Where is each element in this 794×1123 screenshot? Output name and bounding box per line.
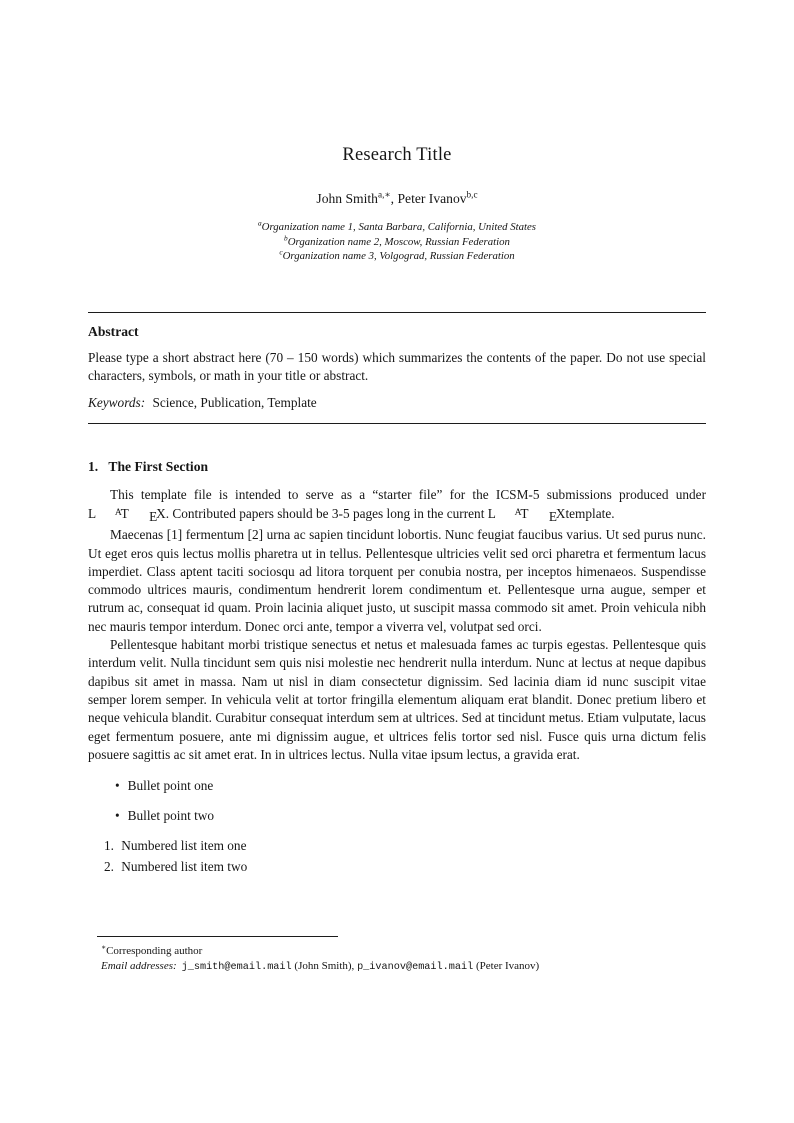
author-second-affiliation-marks: b,c [466,189,478,200]
list-item [115,807,706,825]
email-john-smith: j_smith@email.mail [181,961,292,973]
numbered-text: Numbered list item two [121,858,248,874]
author-second [397,191,477,206]
abstract-heading: Abstract [88,323,139,339]
section-heading [88,459,706,475]
paper-title: Research Title [342,145,452,165]
paragraph-1-text-a: This template file is intended to serve as a “starter file” for the ICSM-5 submissions produced under [110,486,706,502]
author-second-name: Peter Ivanov [397,191,467,206]
section-number: 1. [88,458,99,474]
corresponding-author-text: Corresponding author [106,945,203,957]
section-title: The First Section [108,458,209,474]
abstract-top-rule [88,312,706,313]
paragraph-1 [88,486,706,527]
affiliation-a [88,220,706,235]
email-addresses-note [88,959,706,976]
footnote-area [88,936,706,976]
affiliations-block [88,220,706,264]
email-peter-ivanov-owner: (Peter Ivanov) [473,959,540,972]
affiliation-c-text: Organization name 3, Volgograd, Russian Federation [282,250,515,263]
bullet-text: Bullet point two [127,807,215,823]
affiliation-b-mark: b [284,233,288,242]
authors-separator: , [390,191,398,206]
affiliation-b-text: Organization name 2, Moscow, Russian Federation [287,235,510,248]
author-first [316,191,390,206]
bullet-icon: • [115,778,120,794]
paragraph-2: Maecenas [1] fermentum [2] urna ac sapien tincidunt lobortis. Nunc feugiat faucibus varius. Ut sed purus nunc. Ut eget eros quis lectus mollis pharetra ut in tellus. Pellentesque ultricies velit sed orci pharetra et fermentum lacus imperdiet. Class aptent taciti sociosqu ad litora torquent per conubia nostra, per inceptos himenaeos. Suspendisse commodo ultrices mauris, condimentum hendrerit lorem condimentum et. Pellentesque urna augue, semper et rutrum ac, consequat id quam. Proin lacinia aliquet justo, ut suscipit massa commodo sit amet. Proin vehicula nibh nec mauris tempor interdum. Donec orci ante, tempor a viverra vel, volutpat sed orci. [88,527,706,634]
list-item [104,837,706,855]
bullet-list [88,777,706,825]
corresponding-author-note [88,944,706,959]
author-first-affiliation-marks: a,∗ [377,189,391,200]
footnote-asterisk: ∗ [101,942,107,952]
keywords-line [88,394,706,412]
abstract-section [88,312,706,424]
keywords-label: Keywords: [88,395,146,411]
paragraph-1-text-c: template. [565,506,615,522]
abstract-bottom-rule [88,423,706,424]
list-item [104,858,706,876]
affiliation-a-text: Organization name 1, Santa Barbara, California, United States [261,221,536,233]
affiliation-b [88,235,706,250]
footnote-rule [97,936,338,937]
affiliation-a-mark: a [258,218,262,228]
paragraph-3: Pellentesque habitant morbi tristique senectus et netus et malesuada fames ac turpis egestas. Pellentesque quis interdum velit. Nulla tincidunt sem quis nisi molestie nec hendrerit nulla interdum. Nunc at lectus at neque dapibus dapibus sit amet in massa. Nam ut nisl in diam consectetur dignissim. Sed lacinia diam id nunc suscipit vitae semper lorem semper. In vehicula velit at tortor fringilla elementum aliquam erat blandit. Donec pretium libero et neque vehicula blandit. Curabitur consequat interdum sem at ultrices. Sed at tincidunt metus. Etiam vulputate, lacus eget fermentum posuere, ante mi dignissim augue, et ultrices felis tortor sed nisl. Fusce quis urna dictum felis posuere sagittis ac sit amet erat. In in ultrices lectus. Nulla vitae ipsum lectus, a gravida erat. [88,637,706,762]
latex-logo: L AT EX [88,506,166,524]
bullet-text: Bullet point one [127,778,214,794]
abstract-text: Please type a short abstract here (70 – 150 words) which summarizes the contents of the paper. Do not use special characters, symbols, or math in your title or abstract. [88,349,706,384]
affiliation-c [88,249,706,264]
bullet-icon: • [115,807,120,823]
list-number: 2. [104,858,114,874]
latex-logo: L AT EX [487,506,566,524]
author-first-name: John Smith [316,191,378,206]
list-number: 1. [104,838,114,854]
list-item [115,777,706,795]
affiliation-c-mark: c [279,247,283,257]
numbered-list [88,837,706,876]
email-peter-ivanov: p_ivanov@email.mail [357,961,474,973]
keywords-list: Science, Publication, Template [152,395,317,411]
paragraph-1-text-b: . Contributed papers should be 3-5 pages long in the current [165,506,488,522]
numbered-text: Numbered list item one [121,838,247,854]
email-addresses-label: Email addresses: [101,959,177,972]
authors-line [88,191,706,207]
email-john-smith-owner: (John Smith), [291,959,358,972]
